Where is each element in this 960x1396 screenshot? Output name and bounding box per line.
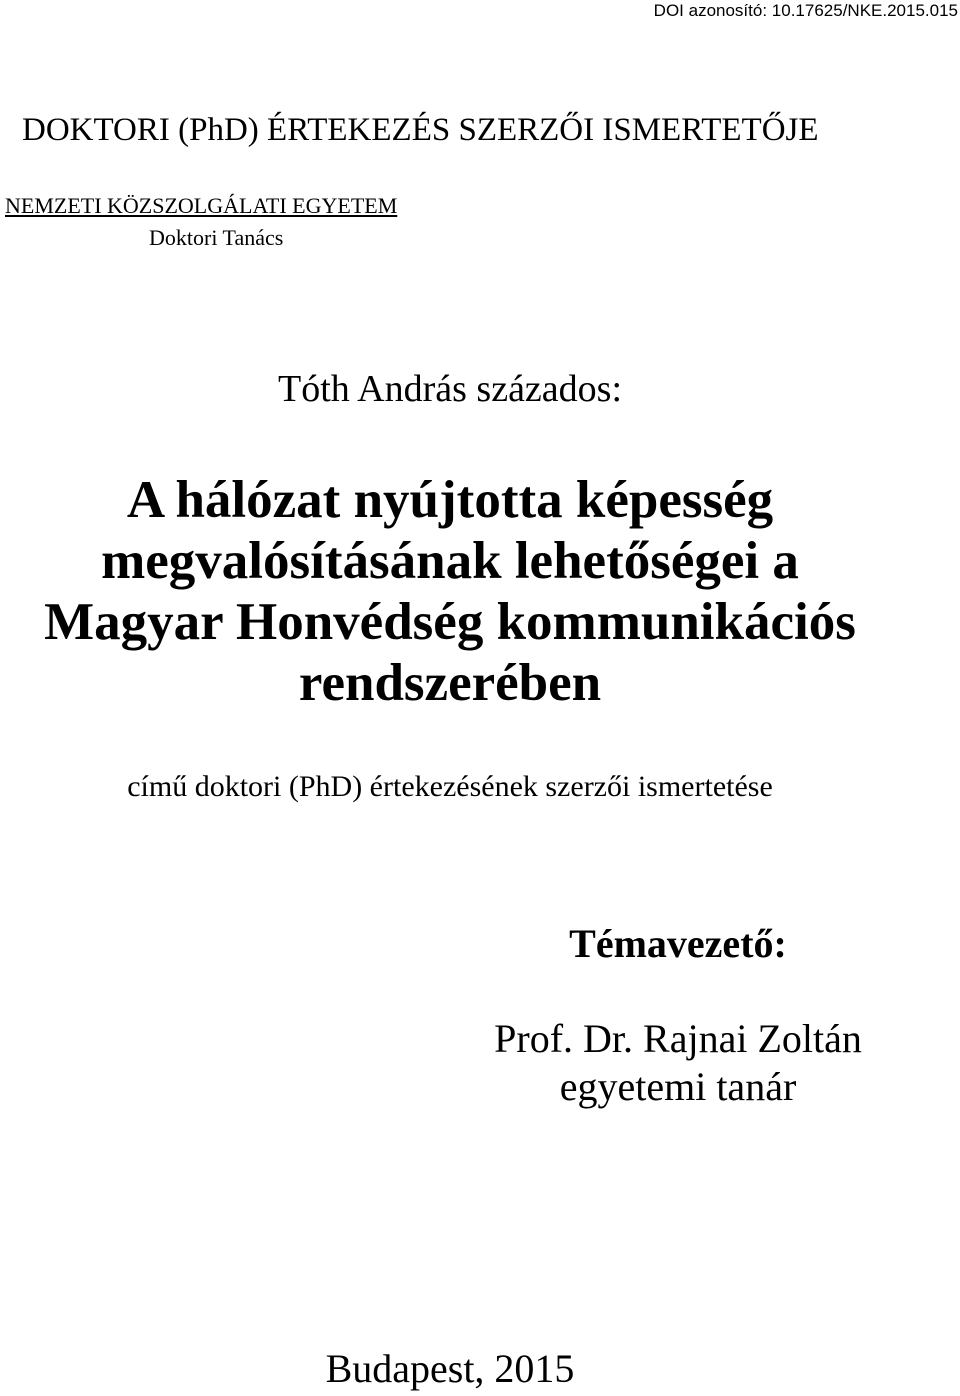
thesis-title-line: Magyar Honvédség kommunikációs (44, 593, 856, 651)
document-subtitle: című doktori (PhD) értekezésének szerzői ismertetése (127, 770, 773, 803)
thesis-title-line: rendszerében (298, 654, 602, 712)
council-name: Doktori Tanács (149, 225, 284, 250)
institution-name: NEMZETI KÖZSZOLGÁLATI EGYETEM (5, 193, 398, 218)
doi-identifier: DOI azonosító: 10.17625/NKE.2015.015 (653, 1, 958, 20)
place-and-year: Budapest, 2015 (325, 1346, 575, 1391)
thesis-title (0, 470, 900, 714)
thesis-title-line: A hálózat nyújtotta képesség (126, 471, 774, 529)
supervisor-name: Prof. Dr. Rajnai Zoltán (494, 1016, 862, 1061)
supervisor-label: Témavezető: (569, 921, 787, 966)
supervisor-title: egyetemi tanár (559, 1064, 797, 1109)
document-type-heading: DOKTORI (PhD) ÉRTEKEZÉS SZERZŐI ISMERTETŐJE (22, 112, 819, 148)
thesis-title-line: megvalósításának lehetőségei a (101, 532, 799, 590)
author-name: Tóth András százados: (277, 368, 623, 410)
